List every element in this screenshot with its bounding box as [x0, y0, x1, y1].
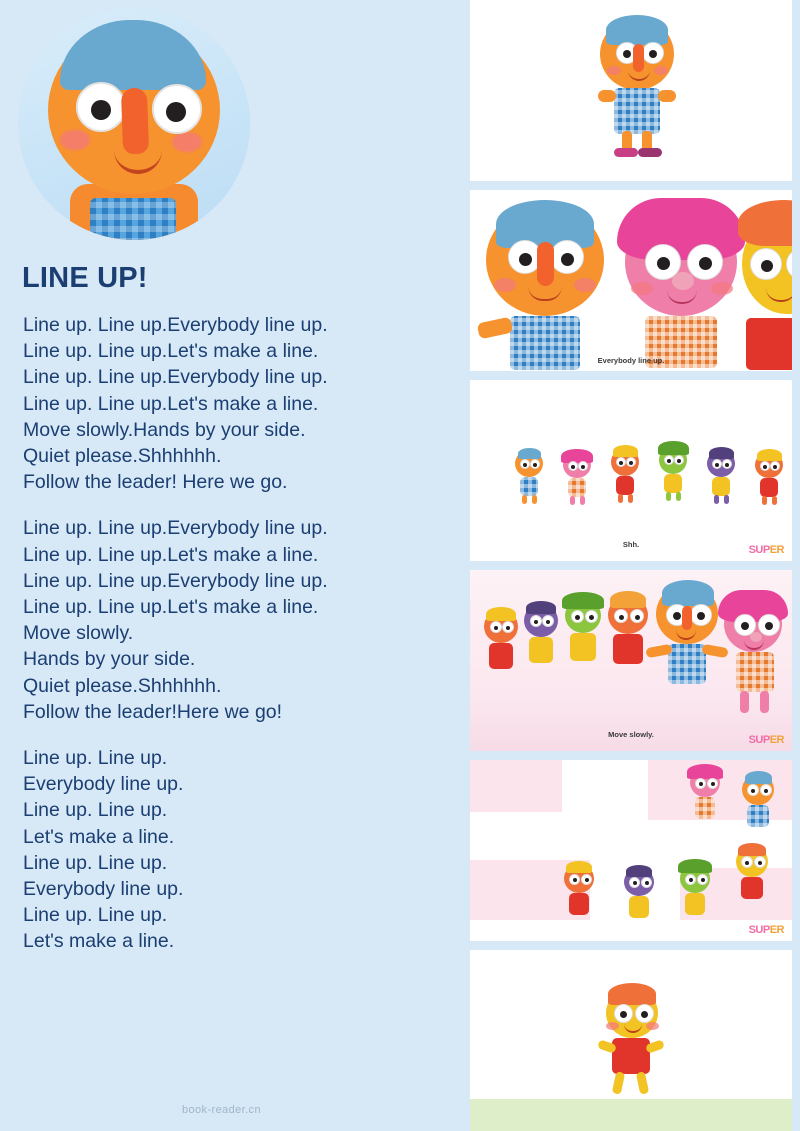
- character-leg-right: [676, 492, 681, 501]
- character-shirt: [685, 893, 705, 915]
- page-title: LINE UP!: [22, 262, 148, 294]
- character-cheek-right: [711, 282, 733, 295]
- lyrics-line: Let's make a line.: [23, 930, 175, 953]
- character-shirt: [668, 644, 706, 684]
- character-eye-right: [630, 609, 644, 623]
- character-eye-right: [754, 856, 766, 868]
- character-pupil-right: [589, 615, 594, 620]
- super-simple-logo: [749, 926, 784, 935]
- lyrics-line: Line up. Line up.Let's make a line.: [23, 596, 319, 619]
- character-hair: [561, 449, 593, 463]
- character-cheek-right: [574, 278, 596, 292]
- character-arm-left: [477, 317, 514, 340]
- character-eye-right: [581, 874, 592, 885]
- character-shirt: [570, 633, 596, 661]
- frame-characters-scattered[interactable]: [470, 760, 792, 941]
- lyrics-line: Follow the leader!Here we go!: [23, 700, 283, 723]
- character-eye-right: [697, 874, 708, 885]
- character-leg-right: [772, 496, 777, 505]
- character-pupil-right: [546, 620, 550, 624]
- character-eye-left: [520, 459, 530, 469]
- lyrics-verse: [23, 515, 443, 725]
- character-shirt: [616, 476, 634, 495]
- character-pupil-right: [773, 465, 777, 469]
- lyrics-line: Quiet please.Shhhhhh.: [23, 674, 222, 697]
- character-leg-left: [740, 691, 749, 713]
- character-eye-left: [614, 609, 628, 623]
- character-hair: [608, 983, 656, 1005]
- lyrics-line: Line up. Line up.Everybody line up.: [23, 314, 328, 336]
- character-eye-right: [550, 240, 584, 274]
- character-pupil-left: [689, 878, 693, 882]
- character-eye-left: [490, 621, 502, 633]
- character-pupil-right: [641, 1011, 648, 1018]
- character-shirt: [529, 637, 553, 663]
- character-hair: [658, 441, 689, 455]
- character-cheek-left: [607, 66, 621, 75]
- character-shirt: [664, 474, 682, 493]
- character-eye-left: [741, 856, 753, 868]
- character-pupil-left: [519, 253, 532, 266]
- character-eye-right: [687, 244, 723, 280]
- character-shirt: [747, 805, 769, 827]
- lyrics-line: Line up. Line up.: [23, 747, 168, 770]
- character-red: [608, 448, 642, 506]
- character-eye-right: [585, 610, 598, 623]
- character-pupil-left: [571, 465, 575, 469]
- character-eye-left: [571, 610, 584, 623]
- character-purple: [704, 450, 738, 506]
- character-eye-right: [642, 42, 664, 64]
- lyrics-line: Line up. Line up.: [23, 799, 168, 822]
- character-eye-left: [616, 457, 626, 467]
- character-hair: [617, 198, 745, 260]
- frame-group-hands-by-side[interactable]: [470, 570, 792, 751]
- character-eye-left: [685, 874, 696, 885]
- avatar-pupil-right: [166, 102, 186, 122]
- lyrics-line: Move slowly.Hands by your side.: [23, 418, 306, 441]
- lyrics-line: Line up. Line up.: [23, 904, 168, 927]
- character-leg-right: [628, 494, 633, 503]
- frame-stage: [470, 380, 792, 561]
- character-leg-left: [714, 495, 719, 504]
- character-pupil-left: [741, 622, 749, 630]
- character-eye-left: [569, 874, 580, 885]
- character-pupil-right: [699, 257, 712, 270]
- decor-block-1: [470, 760, 562, 812]
- avatar-pupil-left: [91, 100, 111, 120]
- character-pupil-left: [657, 257, 670, 270]
- character-shirt: [612, 1038, 650, 1074]
- frame-single-character[interactable]: [470, 0, 792, 181]
- character-cheek-right: [646, 1022, 659, 1030]
- lyrics-line: Quiet please.Shhhhhh.: [23, 445, 222, 468]
- character-eye-right: [626, 457, 636, 467]
- character-pupil-left: [534, 620, 538, 624]
- character-pupil-right: [677, 459, 681, 463]
- character-eye-right: [760, 784, 772, 796]
- character-nose: [672, 272, 694, 290]
- character-eye-right: [542, 615, 554, 627]
- character-shirt: [520, 477, 538, 496]
- character-hair: [518, 448, 541, 459]
- avatar-mouth: [114, 150, 162, 174]
- character-pupil-right: [711, 782, 715, 786]
- character-eye-left: [760, 461, 770, 471]
- character-leg-right: [580, 496, 585, 505]
- avatar-head: [48, 26, 220, 194]
- character-shoe-right: [638, 148, 662, 157]
- character-purple: [620, 868, 660, 924]
- character-pupil-left: [699, 782, 703, 786]
- character-green: [656, 446, 690, 506]
- logo-line-2: ER: [769, 924, 784, 936]
- character-hair: [566, 861, 592, 873]
- lyrics-line: Line up. Line up.Everybody line up.: [23, 366, 328, 389]
- character-leg-right: [724, 495, 729, 504]
- character-pink: [560, 452, 594, 506]
- frame-caption: Shh.: [622, 540, 640, 549]
- character-eye-right: [635, 1004, 654, 1023]
- character-eye-left: [530, 615, 542, 627]
- character-yellow: [598, 988, 668, 1104]
- watermark: book-reader.cn: [182, 1104, 261, 1116]
- character-pupil-right: [765, 622, 773, 630]
- character-hair: [687, 764, 723, 779]
- character-eye-left: [747, 784, 759, 796]
- character-hair: [496, 200, 594, 248]
- character-eye-left: [614, 1004, 633, 1023]
- lyrics-line: Line up. Line up.Let's make a line.: [23, 392, 319, 415]
- character-pupil-left: [619, 615, 624, 620]
- character-cheek-left: [631, 282, 653, 295]
- character-cheek-left: [494, 278, 516, 292]
- character-leg-left: [762, 496, 767, 505]
- character-eye-right: [530, 459, 540, 469]
- character-eye-right: [578, 461, 588, 471]
- character-hair: [610, 591, 646, 608]
- character-pink: [615, 200, 745, 365]
- character-hair: [606, 15, 668, 45]
- character-hair: [613, 445, 638, 457]
- character-hair: [486, 607, 516, 621]
- lyrics-verse: [23, 312, 443, 495]
- character-eye-left: [712, 459, 722, 469]
- character-pupil-right: [629, 461, 633, 465]
- character-pupil-right: [725, 463, 729, 467]
- frame-yellow-character-walking[interactable]: [470, 950, 792, 1131]
- character-shirt: [614, 88, 660, 134]
- character-pupil-right: [758, 861, 762, 865]
- frame-stage: [470, 570, 792, 751]
- character-leg-right: [532, 495, 537, 504]
- character-pupil-right: [701, 878, 705, 882]
- character-hair: [709, 447, 734, 459]
- character-pupil-left: [575, 615, 580, 620]
- character-leg-left: [666, 492, 671, 501]
- character-shirt: [760, 478, 778, 497]
- character-pupil-left: [667, 459, 671, 463]
- super-simple-logo: [749, 546, 784, 555]
- character-leg-right: [636, 1071, 649, 1094]
- lyrics-line: Hands by your side.: [23, 648, 196, 671]
- super-simple-logo: [749, 736, 784, 745]
- video-stills-column: [470, 0, 800, 1128]
- character-hair: [562, 592, 604, 609]
- character-eye-right: [722, 459, 732, 469]
- character-shirt: [629, 896, 649, 918]
- character-pupil-left: [761, 260, 773, 272]
- lyrics-line: Follow the leader! Here we go.: [23, 471, 288, 494]
- character-hair: [738, 200, 792, 246]
- lyrics-line: Line up. Line up.Everybody line up.: [23, 569, 328, 592]
- frame-stage: [470, 0, 792, 181]
- character-orange-main: [648, 584, 724, 710]
- character-hair: [738, 843, 766, 856]
- character-eye-right: [707, 778, 718, 789]
- character-red: [560, 864, 600, 922]
- frame-caption: Move slowly.: [608, 730, 654, 739]
- lyrics-verse: [23, 745, 443, 955]
- character-yellow: [732, 846, 776, 908]
- character-shirt: [489, 643, 513, 669]
- character-pupil-left: [673, 612, 681, 620]
- character-pupil-left: [573, 878, 577, 882]
- character-arm-right: [658, 90, 676, 102]
- character-eye-left: [568, 461, 578, 471]
- character-orange: [480, 204, 610, 364]
- lyrics-line: Everybody line up.: [23, 773, 184, 796]
- logo-line-1: SUP: [748, 924, 770, 936]
- character-hair: [757, 449, 782, 461]
- character-pupil-right: [585, 878, 589, 882]
- character-eye-left: [629, 877, 640, 888]
- frame-caption: Everybody line up.: [597, 356, 665, 365]
- character-cheek-right: [654, 66, 668, 75]
- character-orange: [738, 774, 782, 836]
- character-pupil-right: [533, 463, 537, 467]
- lyrics-line: Everybody line up.: [23, 878, 184, 901]
- lyrics-line: Line up. Line up.Everybody line up.: [23, 517, 328, 540]
- character-nose: [633, 44, 644, 72]
- character-nose: [682, 606, 692, 630]
- avatar-shirt: [90, 198, 176, 240]
- character-pink: [714, 592, 790, 718]
- character-arm-left: [598, 90, 616, 102]
- character-hair: [678, 859, 712, 873]
- character-leg-left: [618, 494, 623, 503]
- character-shirt: [712, 477, 730, 496]
- avatar-cheek-left: [60, 130, 90, 150]
- character-shoe-left: [614, 148, 638, 157]
- character-green: [676, 864, 716, 922]
- character-eye-right: [502, 621, 514, 633]
- frame-six-characters-row[interactable]: [470, 380, 792, 561]
- character-leg-left: [612, 1071, 625, 1094]
- character-pupil-right: [581, 465, 585, 469]
- logo-line-2: ER: [769, 734, 784, 746]
- character-pupil-left: [745, 861, 749, 865]
- frame-stage: [470, 190, 792, 371]
- character-eye-right: [770, 461, 780, 471]
- character-shirt: [695, 797, 715, 819]
- character-shirt: [741, 877, 763, 899]
- character-pupil-right: [697, 612, 705, 620]
- character-leg-right: [760, 691, 769, 713]
- character-eye-left: [750, 248, 782, 280]
- character-pupil-left: [619, 461, 623, 465]
- character-eye-left: [664, 455, 674, 465]
- character-eye-left: [695, 778, 706, 789]
- avatar: [18, 8, 250, 240]
- character-pupil-left: [623, 50, 631, 58]
- character-hair: [662, 580, 714, 606]
- character-pupil-left: [751, 789, 755, 793]
- frame-three-characters-closeup[interactable]: [470, 190, 792, 371]
- character-orange: [512, 450, 546, 506]
- character-pupil-left: [620, 1011, 627, 1018]
- lyrics-line: Line up. Line up.Let's make a line.: [23, 340, 319, 363]
- character-pupil-left: [494, 626, 498, 630]
- character-pupil-left: [763, 465, 767, 469]
- character-eye-right: [690, 604, 712, 626]
- character-yellow: [742, 202, 792, 364]
- character-orange: [592, 18, 682, 168]
- character-hair: [526, 601, 556, 614]
- frame-stage: [470, 950, 792, 1131]
- character-leg-left: [570, 496, 575, 505]
- character-leg-left: [522, 495, 527, 504]
- character-eye-right: [674, 455, 684, 465]
- character-eye-right: [758, 614, 780, 636]
- character-pink: [686, 768, 726, 828]
- logo-line-2: ER: [769, 544, 784, 556]
- lyrics-line: Move slowly.: [23, 622, 134, 645]
- character-nose: [537, 242, 554, 286]
- lyrics-line: Line up. Line up.Let's make a line.: [23, 543, 319, 566]
- character-orange-2: [752, 452, 786, 506]
- character-shirt: [736, 652, 774, 692]
- character-hair: [626, 865, 652, 877]
- character-eye-right: [641, 877, 652, 888]
- character-pupil-right: [645, 881, 649, 885]
- character-pupil-left: [633, 881, 637, 885]
- lyrics-text: [23, 312, 443, 975]
- character-cheek-left: [606, 1022, 619, 1030]
- character-hair: [745, 771, 772, 784]
- logo-line-1: SUP: [748, 734, 770, 746]
- character-pupil-right: [764, 789, 768, 793]
- avatar-nose: [121, 88, 149, 155]
- character-shirt: [568, 478, 586, 497]
- logo-line-1: SUP: [748, 544, 770, 556]
- avatar-eye-left: [76, 82, 126, 132]
- avatar-cheek-right: [172, 132, 202, 152]
- character-pupil-right: [561, 253, 574, 266]
- character-shirt: [569, 893, 589, 915]
- frame-stage: [470, 760, 792, 941]
- character-pupil-right: [649, 50, 657, 58]
- character-pupil-left: [715, 463, 719, 467]
- character-pupil-right: [506, 626, 510, 630]
- character-shirt: [613, 634, 643, 664]
- lyrics-line: Let's make a line.: [23, 825, 175, 848]
- character-pupil-left: [523, 463, 527, 467]
- avatar-eye-right: [152, 84, 202, 134]
- character-pupil-right: [635, 615, 640, 620]
- lyrics-line: Line up. Line up.: [23, 851, 168, 874]
